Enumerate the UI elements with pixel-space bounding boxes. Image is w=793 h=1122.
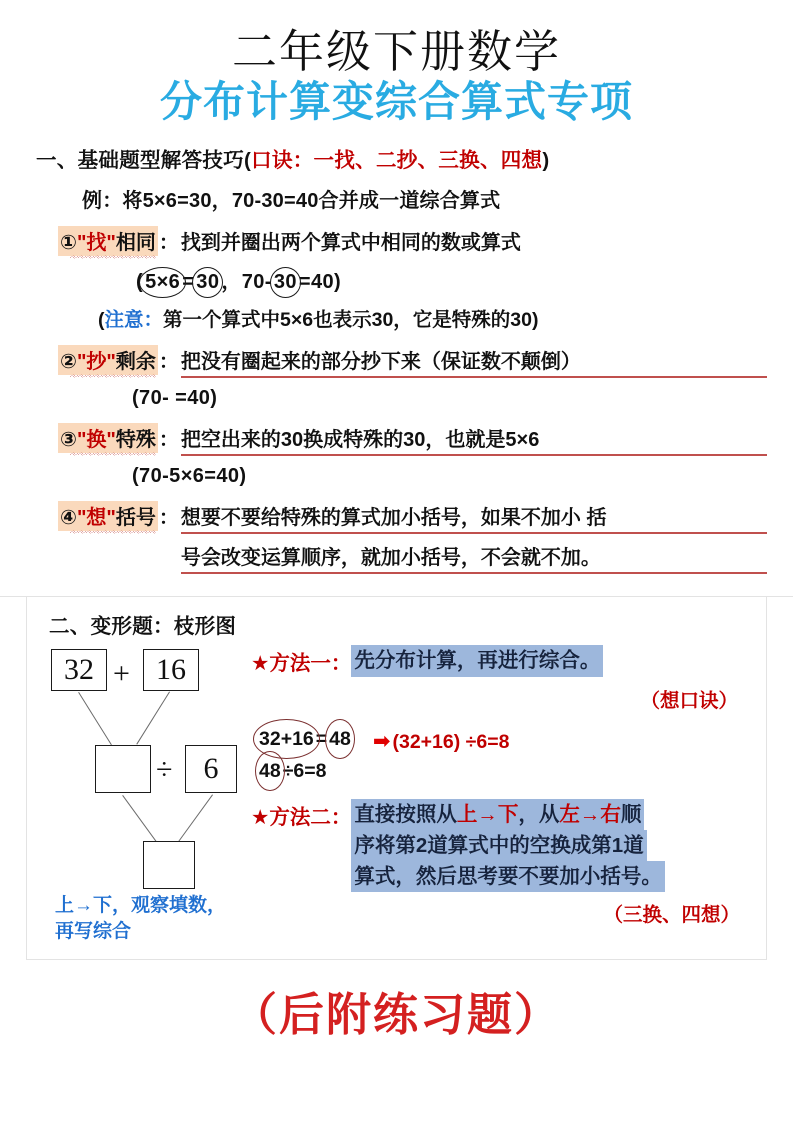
step-tag-tail-1: 相同 — [115, 232, 156, 255]
step-quote-close-2: " — [106, 351, 116, 374]
step-body-3: 把空出来的30换成特殊的30，也就是5×6 — [181, 423, 767, 456]
note-label: 注意 — [104, 309, 144, 332]
method2-line2: 序将第2道算式中的空换成第1道 — [351, 830, 646, 861]
method1-combined-row — [353, 723, 510, 754]
method2-block — [251, 799, 756, 927]
diagram-line-4 — [175, 795, 213, 846]
section1-heading-mnemonic: 一找、二抄、三换、四想 — [313, 149, 543, 173]
diagram-line-1 — [78, 692, 112, 745]
circled-term-5x6: 5×6 — [145, 271, 181, 294]
formula-step3: (70-5×6=40) — [132, 465, 247, 488]
method1-work-eq: = — [315, 727, 328, 750]
step-body-4-line1: 想要不要给特殊的算式加小括号，如果不加小 括 — [181, 501, 767, 534]
method1-text: 先分布计算，再进行综合。 — [351, 645, 603, 676]
step-number-1: ① — [60, 232, 77, 255]
formula-step2: (70- =40) — [132, 387, 218, 410]
circled-term-30-second: 30 — [273, 271, 297, 294]
step-key-4: 想 — [86, 507, 107, 530]
section-variant — [26, 597, 767, 959]
method2-line3: 算式，然后思考要不要加小括号。 — [351, 861, 665, 892]
step-colon-1: ： — [158, 232, 179, 255]
step-row-2 — [58, 345, 767, 378]
step-tag-3 — [58, 423, 158, 453]
method1-work-left — [251, 723, 353, 787]
step-number-3: ③ — [60, 429, 77, 452]
note-open-paren: ( — [98, 309, 105, 332]
section1-example: 例：将5×6=30，70-30=40合并成一道综合算式 — [82, 190, 501, 213]
step-tag-tail-2: 剩余 — [115, 351, 156, 374]
method2-line1-d: 左→右 — [559, 802, 621, 826]
page-title-sub: 分布计算变综合算式专项 — [159, 78, 633, 126]
circled-expr-32plus16: 32+16 — [257, 723, 316, 755]
step-quote-open-3: " — [76, 429, 87, 452]
formula-close-paren: ) — [334, 271, 342, 294]
circled-result-48-bottom: 48 — [257, 755, 283, 787]
method1-combined: (32+16) ÷6=8 — [392, 730, 510, 753]
step-colon-3: ： — [158, 429, 179, 452]
diagram-operator-divide: ÷ — [156, 753, 173, 787]
step-tag-tail-4: 括号 — [115, 507, 156, 530]
diagram-box-mid-right: 6 — [185, 745, 237, 793]
step-quote-close-3: " — [106, 429, 116, 452]
section1-note — [98, 304, 767, 332]
diagram-box-mid-left — [95, 745, 151, 793]
step-number-2: ② — [60, 351, 77, 374]
step-row-1 — [58, 226, 767, 256]
diagram-box-top-left: 32 — [51, 649, 107, 691]
step-key-1: 找 — [86, 232, 107, 255]
method2-line1-c: ，从 — [518, 802, 560, 826]
step-tag-2 — [58, 345, 158, 375]
method1-work-rest: ÷6=8 — [282, 759, 327, 782]
step-quote-close-4: " — [106, 507, 116, 530]
step-tag-1 — [58, 226, 158, 256]
diagram-line-3 — [122, 795, 160, 846]
formula-step1 — [136, 265, 767, 294]
step-colon-2: ： — [158, 351, 179, 374]
step-quote-open-4: " — [76, 507, 87, 530]
note-text: 第一个算式中5×6也表示30，它是特殊的30) — [163, 309, 539, 332]
section1-heading-prefix: 一、基础题型解答技巧( — [36, 149, 252, 173]
step-body-4-line2: 号会改变运算顺序，就加小括号，不会就不加。 — [181, 541, 767, 574]
diagram-blue-note — [55, 893, 247, 944]
title-block — [0, 0, 793, 127]
circled-result-48-top: 48 — [327, 723, 353, 755]
section-basics — [26, 143, 767, 582]
method2-line1 — [351, 799, 644, 830]
step-row-3 — [58, 423, 767, 456]
step-key-2: 抄 — [86, 351, 107, 374]
diagram-box-top-right: 16 — [143, 649, 199, 691]
step-tag-tail-3: 特殊 — [115, 429, 156, 452]
section2-heading: 二、变形题：枝形图 — [49, 615, 237, 639]
note-colon: ： — [143, 309, 164, 332]
step-key-3: 换 — [86, 429, 107, 452]
step-quote-open-1: " — [76, 232, 87, 255]
diagram-box-bottom — [143, 841, 195, 889]
section1-heading-kou: 口诀： — [251, 149, 314, 173]
step-body-2: 把没有圈起来的部分抄下来（保证数不颠倒） — [181, 345, 767, 378]
step-colon-4: ： — [158, 507, 179, 530]
formula-eq1: = — [182, 271, 195, 294]
diagram-line-2 — [136, 692, 170, 745]
formula-term3: 70- — [241, 271, 272, 294]
method2-label: ★方法二： — [251, 805, 352, 829]
step-row-4 — [58, 501, 767, 574]
method1-work-line1 — [257, 723, 353, 755]
step-body-1: 找到并圈出两个算式中相同的数或算式 — [180, 232, 521, 255]
method2-lines — [351, 799, 665, 892]
formula-open-paren: ( — [136, 271, 144, 294]
formula-comma: ， — [221, 271, 242, 294]
section1-heading — [36, 143, 767, 173]
right-arrow-icon: ➡ — [372, 729, 391, 753]
branch-diagram — [51, 645, 251, 877]
diagram-column — [37, 645, 247, 944]
diagram-operator-plus: + — [113, 657, 130, 691]
method-column — [247, 645, 756, 944]
step-number-4: ④ — [60, 507, 77, 530]
section1-heading-suffix: ) — [542, 149, 550, 173]
method2-line1-b: 上→下 — [456, 802, 519, 826]
step-quote-close-1: " — [106, 232, 116, 255]
method2-hint: （三换、四想） — [603, 904, 740, 927]
method1-label: ★方法一： — [251, 652, 352, 676]
footer-title: （后附练习题） — [231, 989, 561, 1040]
method1-work-line2 — [257, 755, 353, 787]
method2-line1-e: 顺 — [620, 802, 642, 826]
method1-hint: （想口诀） — [640, 689, 738, 712]
step-body-4 — [181, 501, 767, 574]
diagram-blue-note-line1: 上→下，观察填数， — [55, 895, 227, 917]
diagram-blue-note-line2: 再写综合 — [55, 921, 132, 943]
method1-work — [251, 723, 756, 787]
step-tag-4 — [58, 501, 158, 531]
circled-term-30-first: 30 — [196, 271, 220, 294]
method1-row — [251, 645, 756, 676]
method2-row — [251, 799, 756, 892]
method2-line1-a: 直接按照从 — [354, 802, 457, 826]
section2-body — [37, 645, 756, 944]
formula-eq2: =40 — [298, 271, 335, 294]
page-title-main: 二年级下册数学 — [231, 27, 561, 77]
step-quote-open-2: " — [76, 351, 87, 374]
